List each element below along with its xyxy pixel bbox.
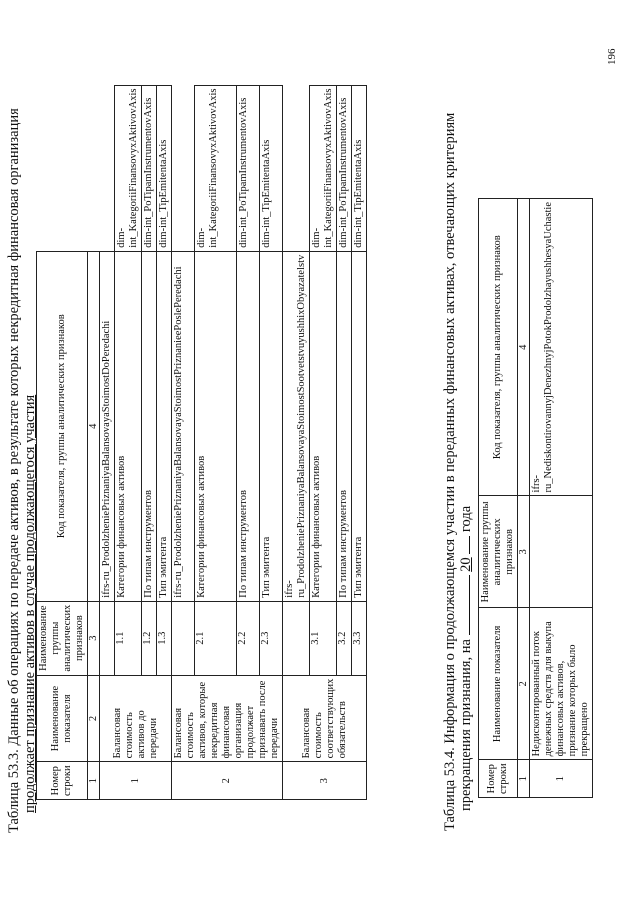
table-53-4-title bbox=[442, 113, 474, 831]
indicator-code: dim-int_TipEmitentaAxis bbox=[352, 85, 367, 251]
indicator-name: Балансовая стоимость активов, которые некредитная финансовая организация продолжает признавать после передачи bbox=[172, 675, 283, 762]
group-name: Категории финансовых активов bbox=[195, 251, 237, 601]
indicator-code: dim-int_PoTipamInstrumentovAxis bbox=[337, 85, 352, 251]
indicator-name: Балансовая стоимость активов до передачи bbox=[100, 675, 172, 762]
column-number: 3 bbox=[518, 496, 530, 608]
column-number: 2 bbox=[88, 675, 100, 762]
page-number: 196 bbox=[606, 48, 618, 65]
table-53-4-title-line2 bbox=[458, 113, 474, 831]
subrow-number: 3.3 bbox=[352, 601, 367, 675]
group-name bbox=[172, 601, 195, 675]
subrow-number: 2.1 bbox=[195, 601, 237, 675]
title-prefix: прекращения признания, на bbox=[458, 639, 474, 811]
title-suffix: года bbox=[458, 505, 474, 533]
table-row bbox=[100, 85, 115, 799]
column-number: 4 bbox=[518, 199, 530, 496]
subrow-number: 1.2 bbox=[142, 601, 157, 675]
group-name: Тип эмитента bbox=[259, 251, 282, 601]
header-code: Код показателя, группы аналитических признаков bbox=[479, 199, 518, 496]
indicator-code: ifrs-ru_ProdolzheniePriznaniyaBalansovayaStoimostPriznanieePoslePeredachi bbox=[172, 251, 195, 601]
header-group-name: Наименование группы аналитических признаков bbox=[479, 496, 518, 608]
table-row bbox=[283, 85, 310, 799]
title-year: 20 bbox=[458, 557, 474, 572]
table-53-3-title-line1: Таблица 53.3. Данные об операциях по передаче активов, в результате которых некредитная финансовая организация bbox=[6, 108, 22, 833]
indicator-code: ifrs-ru_NediskontirovannyjDenezhnyjPotokProdolzhayushhesyaUchastie bbox=[530, 199, 593, 496]
table-53-4 bbox=[478, 198, 593, 798]
table-53-3 bbox=[36, 85, 367, 800]
group-name: Тип эмитента bbox=[157, 251, 172, 601]
row-number: 3 bbox=[283, 762, 367, 800]
group-name bbox=[530, 496, 593, 608]
indicator-code: dim-int_TipEmitentaAxis bbox=[157, 85, 172, 251]
table-53-4-header-row bbox=[479, 199, 518, 798]
indicator-name: Недисконтированный поток денежных средств для выкупа финансовых активов, признание которых было прекращено bbox=[530, 608, 593, 760]
header-group-name: Наименование группы аналитических признаков bbox=[37, 601, 88, 675]
indicator-code: dim-int_KategoriiFinansovyxAktivovAxis bbox=[310, 85, 337, 251]
indicator-code: dim-int_PoTipamInstrumentovAxis bbox=[142, 85, 157, 251]
header-indicator-name: Наименование показателя bbox=[37, 675, 88, 762]
table-row bbox=[172, 85, 195, 799]
group-name bbox=[283, 601, 310, 675]
table-53-3-title-line2: продолжает признание активов в случае продолжающегося участия bbox=[22, 394, 38, 813]
subrow-number: 3.2 bbox=[337, 601, 352, 675]
column-number: 1 bbox=[518, 760, 530, 798]
indicator-code: dim-int_TipEmitentaAxis bbox=[259, 85, 282, 251]
indicator-code: dim-int_PoTipamInstrumentovAxis bbox=[236, 85, 259, 251]
subrow-number: 3.1 bbox=[310, 601, 337, 675]
indicator-code: dim-int_KategoriiFinansovyxAktivovAxis bbox=[195, 85, 237, 251]
indicator-code: dim-int_KategoriiFinansovyxAktivovAxis bbox=[115, 85, 142, 251]
group-name: Категории финансовых активов bbox=[115, 251, 142, 601]
indicator-code: ifrs-ru_ProdolzheniePriznaniyaBalansovayaStoimostDoPeredachi bbox=[100, 251, 115, 601]
subrow-number: 2.2 bbox=[236, 601, 259, 675]
header-row-number: Номер строки bbox=[479, 760, 518, 798]
column-number: 2 bbox=[518, 608, 530, 760]
group-name: По типам инструментов bbox=[236, 251, 259, 601]
group-name bbox=[100, 601, 115, 675]
subrow-number: 1.3 bbox=[157, 601, 172, 675]
header-row-number: Номер строки bbox=[37, 762, 88, 800]
table-53-3-title bbox=[6, 108, 38, 833]
row-number: 2 bbox=[172, 762, 283, 800]
indicator-code: ifrs-ru_ProdolzheniePriznaniyaBalansovayaStoimostSootvetstvuyushhixObyazatelstv bbox=[283, 251, 310, 601]
table-row bbox=[530, 199, 593, 798]
group-name: Категории финансовых активов bbox=[310, 251, 337, 601]
subrow-number: 2.3 bbox=[259, 601, 282, 675]
row-number: 1 bbox=[100, 762, 172, 800]
header-indicator-name: Наименование показателя bbox=[479, 608, 518, 760]
row-number: 1 bbox=[530, 760, 593, 798]
column-number: 1 bbox=[88, 762, 100, 800]
header-code: Код показателя, группы аналитических признаков bbox=[37, 251, 88, 601]
table-53-3-header-row bbox=[37, 85, 88, 799]
group-name: По типам инструментов bbox=[142, 251, 157, 601]
column-number: 4 bbox=[88, 251, 100, 601]
table-53-4-title-line1: Таблица 53.4. Информация о продолжающемся участии в переданных финансовых активах, отвечающих критериям bbox=[442, 112, 458, 831]
column-number: 3 bbox=[88, 601, 100, 675]
table-53-3-column-numbers bbox=[88, 85, 100, 799]
subrow-number: 1.1 bbox=[115, 601, 142, 675]
group-name: Тип эмитента bbox=[352, 251, 367, 601]
table-53-4-column-numbers bbox=[518, 199, 530, 798]
indicator-name: Балансовая стоимость соответствующих обязательств bbox=[283, 675, 367, 762]
group-name: По типам инструментов bbox=[337, 251, 352, 601]
